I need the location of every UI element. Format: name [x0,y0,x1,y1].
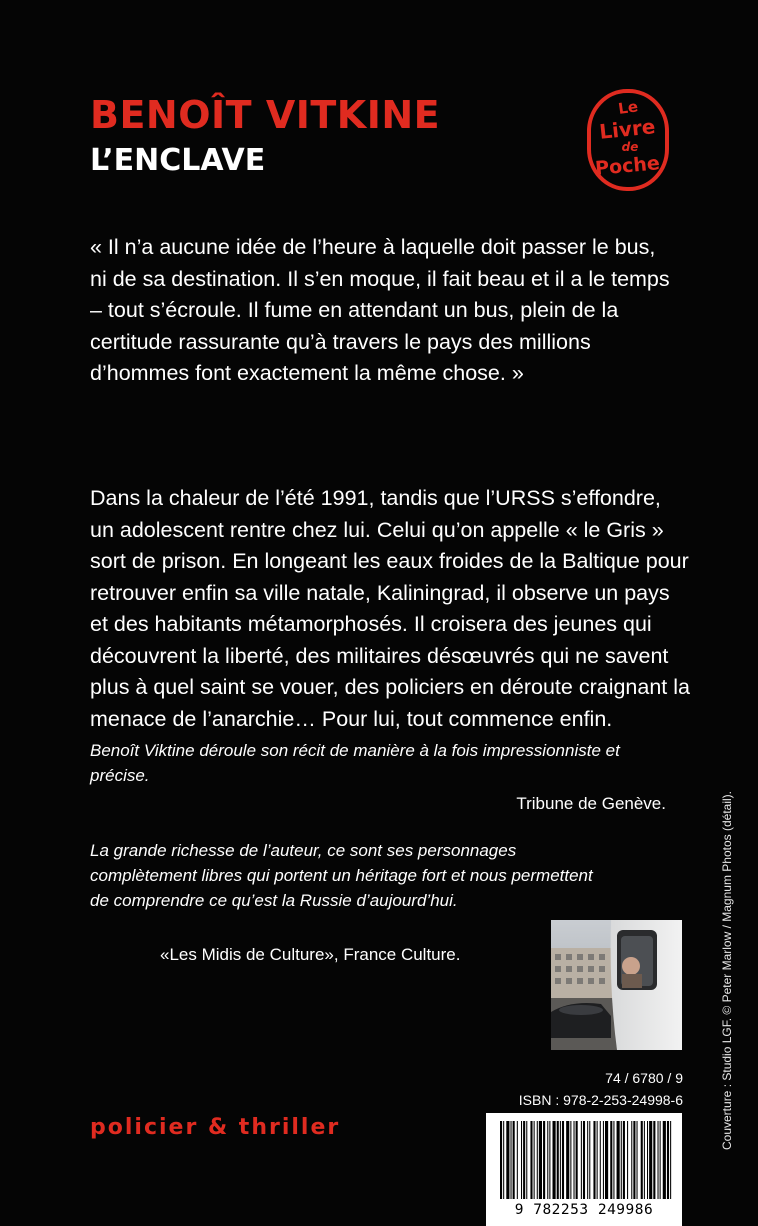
review-france-culture-source: «Les Midis de Culture», France Culture. [160,945,461,964]
barcode [486,1113,682,1226]
barcode-bar [653,1121,655,1199]
barcode-bar [583,1121,585,1199]
barcode-bar [593,1121,595,1199]
barcode-bar [617,1121,620,1199]
logo-text-poche: Poche [594,152,661,180]
barcode-bar [581,1121,582,1199]
barcode-bar [530,1121,532,1199]
barcode-bar [587,1121,588,1199]
barcode-bar [649,1121,652,1199]
barcode-bar [663,1121,666,1199]
photo-credit: Couverture : Studio LGF. © Peter Marlow / Magnum Photos (détail). [720,791,734,1150]
barcode-bar [633,1121,635,1199]
barcode-bar [623,1121,625,1199]
barcode-bar [670,1121,671,1199]
review-france-culture-text: La grande richesse de l’auteur, ce sont ses personnages complètement libres qui portent un héritage fort et nous permettent de comprendre ce qu’est la Russie d’aujourd’hui. [90,841,593,910]
barcode-bar [557,1121,559,1199]
barcode-bar [610,1121,612,1199]
excerpt-quote: « Il n’a aucune idée de l’heure à laquelle doit passer le bus, ni de sa destination. Il s’en moque, il fait beau et il a le temps – tout s’écroule. Il fume en attendant un bus, plein de la certitude rassurante qu’à travers le pays des millions d’hommes font exactement la même chose. » [90,235,670,385]
barcode-bar [562,1121,564,1199]
barcode-bar [627,1121,628,1199]
barcode-bar [621,1121,622,1199]
barcode-bar [503,1121,504,1199]
barcode-bar [521,1121,522,1199]
barcode-bar [613,1121,614,1199]
barcode-bar [600,1121,601,1199]
barcode-bar [570,1121,571,1199]
barcode-bars [486,1113,682,1205]
logo-text-livre: Livre [598,114,657,144]
barcode-bar [574,1121,575,1199]
barcode-bar [576,1121,578,1199]
barcode-bar [637,1121,638,1199]
barcode-bar [603,1121,604,1199]
barcode-bar [537,1121,538,1199]
barcode-bar [631,1121,632,1199]
barcode-bar [644,1121,645,1199]
review-tribune-text: Benoît Viktine déroule son récit de manière à la fois impressionniste et précise. [90,741,620,785]
livre-de-poche-logo [586,88,670,192]
barcode-bar [523,1121,525,1199]
barcode-bar [560,1121,561,1199]
cover-photo [551,920,682,1050]
isbn: ISBN : 978-2-253-24998-6 [518,1092,683,1108]
barcode-number: 9 782253 249986 [514,1202,654,1218]
barcode-bar [511,1121,512,1199]
collection-genre: policier & thriller [90,1115,341,1140]
barcode-bar [566,1121,569,1199]
book-summary: Dans la chaleur de l’été 1991, tandis que l’URSS s’effondre, un adolescent rentre chez lui. Celui qu’on appelle « le Gris » sort de prison. En longeant les eaux froides de la Baltique pour retrouver enfin sa ville natale, Kaliningrad, il observe un pays et des habitants métamorphosés. Il croisera des jeunes qui découvrent la liberté, des militaires désœuvrés qui ne savent plus à quel saint se vouer, des policiers en déroute craignant la menace de l’anarchie… Pour lui, tout commence enfin. [90,486,690,731]
barcode-bar [534,1121,535,1199]
barcode-bar [647,1121,648,1199]
barcode-bar [660,1121,661,1199]
barcode-bar [597,1121,598,1199]
barcode-bar [517,1121,518,1199]
author-name: BENOÎT VITKINE [90,93,441,137]
barcode-bar [547,1121,548,1199]
catalog-number: 74 / 6780 / 9 [605,1070,683,1086]
barcode-bar [543,1121,545,1199]
book-title: L’ENCLAVE [90,143,266,178]
barcode-bar [605,1121,608,1199]
logo-text-le: Le [617,97,640,118]
review-tribune-source: Tribune de Genève. [516,794,666,813]
barcode-bar [513,1121,515,1199]
barcode-bar [667,1121,669,1199]
catalog-codes [519,1067,683,1111]
barcode-bar [658,1121,659,1199]
barcode-bar [506,1121,509,1199]
barcode-bar [589,1121,590,1199]
barcode-bar [549,1121,550,1199]
barcode-bar [641,1121,643,1199]
barcode-bar [553,1121,556,1199]
barcode-bar [500,1121,502,1199]
barcode-bar [526,1121,527,1199]
logo-text-de: de [621,140,639,154]
barcode-bar [539,1121,542,1199]
